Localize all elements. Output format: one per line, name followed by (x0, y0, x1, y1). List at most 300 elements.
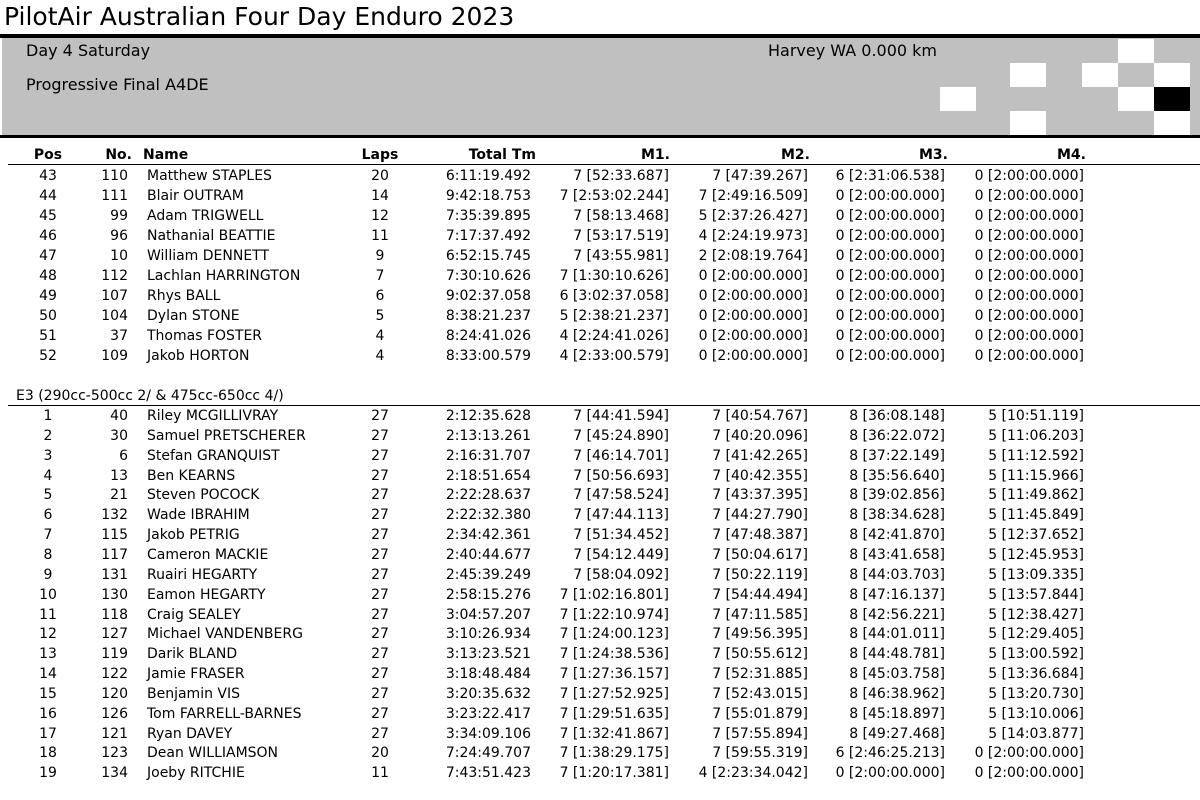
cell-pos: 1 (43, 408, 53, 424)
table-row (0, 764, 1200, 784)
table-row (0, 307, 1200, 327)
cell-m3: 0 [2:00:00.000] (835, 187, 945, 204)
location-label: Harvey WA 0.000 km (768, 41, 937, 60)
col-pos: Pos (33, 147, 63, 163)
cell-m4: 0 [2:00:00.000] (974, 247, 1084, 264)
cell-no: 115 (101, 527, 128, 544)
cell-no: 21 (110, 487, 128, 504)
cell-total: 6:52:15.745 (445, 247, 531, 264)
col-no: No. (105, 147, 132, 163)
cell-total: 3:18:48.484 (445, 666, 531, 683)
cell-m1: 7 [1:27:36.157] (559, 666, 669, 683)
cell-total: 2:22:28.637 (445, 487, 531, 504)
cell-no: 126 (101, 705, 128, 722)
cell-m3: 8 [45:18.897] (849, 705, 945, 722)
cell-m4: 5 [13:10.006] (988, 705, 1084, 722)
column-header-rule (8, 164, 1200, 165)
table-row (0, 347, 1200, 367)
cell-laps: 27 (371, 527, 389, 544)
cell-laps: 5 (375, 307, 385, 324)
cell-pos: 47 (39, 247, 57, 264)
cell-laps: 27 (371, 685, 389, 702)
cell-name: Ryan DAVEY (147, 725, 233, 742)
cell-m1: 7 [50:56.693] (573, 467, 669, 484)
cell-name: Jamie FRASER (147, 666, 245, 683)
cell-laps: 14 (371, 187, 389, 204)
cell-m4: 0 [2:00:00.000] (974, 307, 1084, 324)
table-row (0, 744, 1200, 764)
cell-m2: 7 [47:11.585] (712, 606, 808, 623)
cell-name: Michael VANDENBERG (147, 626, 303, 643)
cell-m1: 7 [1:24:00.123] (559, 626, 669, 643)
cell-m1: 7 [2:53:02.244] (559, 187, 669, 204)
cell-no: 120 (101, 685, 128, 702)
cell-pos: 46 (39, 227, 57, 244)
cell-m2: 7 [47:48.387] (712, 527, 808, 544)
col-m1: M1. (641, 147, 670, 163)
table-row (0, 586, 1200, 606)
cell-pos: 52 (39, 347, 57, 364)
cell-m2: 2 [2:08:19.764] (698, 247, 808, 264)
cell-total: 2:34:42.361 (445, 527, 531, 544)
cell-pos: 13 (39, 646, 57, 663)
cell-laps: 20 (371, 745, 389, 762)
cell-laps: 27 (371, 487, 389, 504)
cell-m1: 7 [1:29:51.635] (559, 705, 669, 722)
cell-m4: 5 [13:00.592] (988, 646, 1084, 663)
table-row (0, 287, 1200, 307)
table-row (0, 625, 1200, 645)
cell-laps: 20 (371, 168, 389, 184)
cell-m2: 7 [43:37.395] (712, 487, 808, 504)
col-m3: M3. (919, 147, 948, 163)
cell-m1: 7 [54:12.449] (573, 546, 669, 563)
header-band (2, 38, 1200, 136)
cell-m3: 0 [2:00:00.000] (835, 227, 945, 244)
table-row (0, 327, 1200, 347)
cell-total: 8:38:21.237 (445, 307, 531, 324)
cell-m4: 5 [11:06.203] (988, 427, 1084, 444)
cell-m4: 5 [13:36.684] (988, 666, 1084, 683)
cell-m3: 8 [49:27.468] (849, 725, 945, 742)
cell-m1: 7 [46:14.701] (573, 447, 669, 464)
cell-m4: 5 [12:29.405] (988, 626, 1084, 643)
cell-name: Nathanial BEATTIE (147, 227, 276, 244)
cell-m3: 8 [42:41.870] (849, 527, 945, 544)
cell-total: 2:45:39.249 (445, 566, 531, 583)
cell-no: 121 (101, 725, 128, 742)
cell-laps: 27 (371, 606, 389, 623)
cell-no: 10 (110, 247, 128, 264)
cell-m3: 8 [46:38.962] (849, 685, 945, 702)
cell-total: 3:04:57.207 (445, 606, 531, 623)
cell-laps: 11 (371, 765, 389, 782)
cell-pos: 18 (39, 745, 57, 762)
cell-name: Matthew STAPLES (147, 168, 272, 184)
cell-no: 111 (101, 187, 128, 204)
cell-no: 40 (110, 408, 128, 424)
table-row (0, 486, 1200, 506)
cell-no: 104 (101, 307, 128, 324)
table-row (0, 447, 1200, 467)
cell-total: 2:22:32.380 (445, 507, 531, 524)
cell-m4: 0 [2:00:00.000] (974, 287, 1084, 304)
cell-m3: 8 [45:03.758] (849, 666, 945, 683)
cell-total: 7:35:39.895 (445, 207, 531, 224)
header-bottom-rule (0, 135, 1200, 138)
cell-name: Tom FARRELL-BARNES (147, 705, 302, 722)
table-row (0, 227, 1200, 247)
cell-m1: 7 [1:20:17.381] (559, 765, 669, 782)
table-row (0, 407, 1200, 427)
day-label: Day 4 Saturday (26, 41, 151, 60)
cell-m4: 5 [13:20.730] (988, 685, 1084, 702)
cell-total: 2:58:15.276 (445, 586, 531, 603)
table-row (0, 167, 1200, 187)
section-title: E3 (290cc-500cc 2/ & 475cc-650cc 4/) (16, 388, 284, 404)
col-total: Total Tm (468, 147, 536, 163)
cell-m1: 7 [53:17.519] (573, 227, 669, 244)
cell-name: Wade IBRAHIM (147, 507, 250, 524)
cell-pos: 7 (43, 527, 53, 544)
cell-m1: 5 [2:38:21.237] (559, 307, 669, 324)
cell-m2: 7 [52:31.885] (712, 666, 808, 683)
cell-m2: 7 [57:55.894] (712, 725, 808, 742)
cell-name: Blair OUTRAM (147, 187, 244, 204)
cell-total: 3:13:23.521 (445, 646, 531, 663)
table-row (0, 546, 1200, 566)
cell-laps: 27 (371, 666, 389, 683)
cell-name: Joeby RITCHIE (147, 765, 245, 782)
col-m2: M2. (781, 147, 810, 163)
cell-total: 2:18:51.654 (445, 467, 531, 484)
cell-pos: 48 (39, 267, 57, 284)
cell-m2: 7 [55:01.879] (712, 705, 808, 722)
table-row (0, 645, 1200, 665)
cell-name: Rhys BALL (147, 287, 221, 304)
cell-laps: 27 (371, 546, 389, 563)
col-m4: M4. (1057, 147, 1086, 163)
cell-m2: 7 [40:42.355] (712, 467, 808, 484)
cell-name: Eamon HEGARTY (147, 586, 266, 603)
cell-no: 119 (101, 646, 128, 663)
cell-no: 112 (101, 267, 128, 284)
cell-m2: 0 [2:00:00.000] (698, 267, 808, 284)
cell-total: 9:42:18.753 (445, 187, 531, 204)
cell-m4: 5 [12:38.427] (988, 606, 1084, 623)
cell-m3: 8 [43:41.658] (849, 546, 945, 563)
cell-m4: 5 [11:12.592] (988, 447, 1084, 464)
table-row (0, 566, 1200, 586)
cell-m1: 7 [1:27:52.925] (559, 685, 669, 702)
table-row (0, 506, 1200, 526)
cell-m3: 8 [36:22.072] (849, 427, 945, 444)
cell-name: Darik BLAND (147, 646, 238, 663)
cell-laps: 9 (375, 247, 385, 264)
cell-total: 8:24:41.026 (445, 327, 531, 344)
cell-total: 2:40:44.677 (445, 546, 531, 563)
cell-m2: 7 [47:39.267] (712, 168, 808, 184)
cell-m4: 5 [12:45.953] (988, 546, 1084, 563)
cell-m2: 0 [2:00:00.000] (698, 327, 808, 344)
table-row (0, 247, 1200, 267)
cell-name: William DENNETT (147, 247, 270, 264)
cell-name: Craig SEALEY (147, 606, 241, 623)
cell-m1: 7 [51:34.452] (573, 527, 669, 544)
cell-m4: 0 [2:00:00.000] (974, 327, 1084, 344)
cell-m4: 0 [2:00:00.000] (974, 347, 1084, 364)
cell-pos: 6 (43, 507, 53, 524)
cell-m3: 0 [2:00:00.000] (835, 287, 945, 304)
cell-pos: 10 (39, 586, 57, 603)
cell-pos: 14 (39, 666, 57, 683)
cell-m2: 7 [54:44.494] (712, 586, 808, 603)
cell-laps: 11 (371, 227, 389, 244)
table-row (0, 606, 1200, 626)
table-row (0, 685, 1200, 705)
cell-m4: 5 [13:57.844] (988, 586, 1084, 603)
cell-m1: 7 [47:44.113] (573, 507, 669, 524)
cell-m2: 0 [2:00:00.000] (698, 307, 808, 324)
cell-pos: 45 (39, 207, 57, 224)
cell-name: Riley MCGILLIVRAY (147, 408, 279, 424)
cell-no: 131 (101, 566, 128, 583)
cell-m1: 7 [58:13.468] (573, 207, 669, 224)
cell-m3: 8 [47:16.137] (849, 586, 945, 603)
cell-pos: 15 (39, 685, 57, 702)
cell-name: Stefan GRANQUIST (147, 447, 280, 464)
cell-m4: 0 [2:00:00.000] (974, 227, 1084, 244)
cell-pos: 8 (43, 546, 53, 563)
cell-m1: 7 [1:32:41.867] (559, 725, 669, 742)
cell-total: 2:16:31.707 (445, 447, 531, 464)
cell-pos: 50 (39, 307, 57, 324)
page-title: PilotAir Australian Four Day Enduro 2023 (4, 2, 515, 31)
cell-total: 3:34:09.106 (445, 725, 531, 742)
cell-m2: 7 [49:56.395] (712, 626, 808, 643)
table-row (0, 725, 1200, 745)
cell-no: 130 (101, 586, 128, 603)
cell-m4: 0 [2:00:00.000] (974, 745, 1084, 762)
cell-m4: 5 [14:03.877] (988, 725, 1084, 742)
cell-m1: 7 [52:33.687] (573, 168, 669, 184)
cell-name: Ben KEARNS (147, 467, 236, 484)
table-row (0, 207, 1200, 227)
cell-pos: 19 (39, 765, 57, 782)
cell-total: 3:23:22.417 (445, 705, 531, 722)
cell-m3: 0 [2:00:00.000] (835, 347, 945, 364)
cell-total: 8:33:00.579 (445, 347, 531, 364)
cell-laps: 27 (371, 646, 389, 663)
cell-no: 118 (101, 606, 128, 623)
cell-m2: 7 [40:20.096] (712, 427, 808, 444)
cell-laps: 27 (371, 725, 389, 742)
cell-laps: 27 (371, 408, 389, 424)
cell-name: Dean WILLIAMSON (147, 745, 279, 762)
cell-no: 37 (110, 327, 128, 344)
cell-laps: 27 (371, 566, 389, 583)
cell-m1: 7 [1:38:29.175] (559, 745, 669, 762)
cell-laps: 12 (371, 207, 389, 224)
cell-m3: 8 [44:01.011] (849, 626, 945, 643)
cell-m3: 8 [44:03.703] (849, 566, 945, 583)
cell-m3: 0 [2:00:00.000] (835, 247, 945, 264)
cell-total: 7:24:49.707 (445, 745, 531, 762)
cell-m3: 8 [35:56.640] (849, 467, 945, 484)
cell-pos: 4 (43, 467, 53, 484)
cell-pos: 12 (39, 626, 57, 643)
cell-no: 96 (110, 227, 128, 244)
cell-pos: 2 (43, 427, 53, 444)
cell-total: 9:02:37.058 (445, 287, 531, 304)
cell-m1: 7 [1:24:38.536] (559, 646, 669, 663)
cell-no: 117 (101, 546, 128, 563)
cell-m2: 7 [44:27.790] (712, 507, 808, 524)
col-name: Name (143, 147, 189, 163)
cell-m2: 7 [2:49:16.509] (698, 187, 808, 204)
table-row (0, 267, 1200, 287)
cell-name: Ruairi HEGARTY (147, 566, 258, 583)
cell-pos: 43 (39, 168, 57, 184)
cell-total: 7:30:10.626 (445, 267, 531, 284)
cell-m1: 7 [45:24.890] (573, 427, 669, 444)
cell-pos: 49 (39, 287, 57, 304)
cell-m4: 5 [10:51.119] (988, 408, 1084, 424)
cell-pos: 3 (43, 447, 53, 464)
table-row (0, 467, 1200, 487)
cell-no: 110 (101, 168, 128, 184)
table-row (0, 705, 1200, 725)
cell-m2: 0 [2:00:00.000] (698, 347, 808, 364)
cell-m1: 4 [2:33:00.579] (559, 347, 669, 364)
cell-laps: 27 (371, 507, 389, 524)
cell-m3: 6 [2:46:25.213] (835, 745, 945, 762)
cell-total: 7:17:37.492 (445, 227, 531, 244)
cell-m2: 4 [2:24:19.973] (698, 227, 808, 244)
cell-laps: 4 (375, 347, 385, 364)
cell-m2: 7 [50:04.617] (712, 546, 808, 563)
cell-laps: 27 (371, 447, 389, 464)
cell-name: Cameron MACKIE (147, 546, 269, 563)
table-row (0, 187, 1200, 207)
cell-m2: 0 [2:00:00.000] (698, 287, 808, 304)
cell-m4: 0 [2:00:00.000] (974, 168, 1084, 184)
cell-pos: 11 (39, 606, 57, 623)
cell-m3: 8 [39:02.856] (849, 487, 945, 504)
column-headers (0, 146, 1200, 166)
cell-name: Thomas FOSTER (147, 327, 263, 344)
table-row (0, 427, 1200, 447)
cell-m4: 0 [2:00:00.000] (974, 267, 1084, 284)
section-rule (8, 405, 1200, 406)
cell-m3: 0 [2:00:00.000] (835, 327, 945, 344)
cell-name: Samuel PRETSCHERER (147, 427, 306, 444)
cell-m1: 7 [1:30:10.626] (559, 267, 669, 284)
cell-no: 132 (101, 507, 128, 524)
cell-m1: 7 [44:41.594] (573, 408, 669, 424)
cell-name: Lachlan HARRINGTON (147, 267, 301, 284)
cell-m1: 4 [2:24:41.026] (559, 327, 669, 344)
cell-pos: 17 (39, 725, 57, 742)
cell-laps: 7 (375, 267, 385, 284)
cell-name: Dylan STONE (147, 307, 240, 324)
cell-no: 134 (101, 765, 128, 782)
cell-laps: 6 (375, 287, 385, 304)
cell-no: 99 (110, 207, 128, 224)
cell-m4: 5 [11:15.966] (988, 467, 1084, 484)
cell-m2: 4 [2:23:34.042] (698, 765, 808, 782)
cell-m1: 7 [47:58.524] (573, 487, 669, 504)
cell-m2: 7 [59:55.319] (712, 745, 808, 762)
cell-pos: 9 (43, 566, 53, 583)
cell-no: 109 (101, 347, 128, 364)
cell-m2: 7 [50:55.612] (712, 646, 808, 663)
cell-m3: 8 [37:22.149] (849, 447, 945, 464)
cell-m4: 5 [13:09.335] (988, 566, 1084, 583)
cell-total: 7:43:51.423 (445, 765, 531, 782)
cell-m4: 5 [12:37.652] (988, 527, 1084, 544)
cell-m3: 8 [42:56.221] (849, 606, 945, 623)
cell-total: 3:10:26.934 (445, 626, 531, 643)
cell-pos: 5 (43, 487, 53, 504)
cell-m1: 7 [58:04.092] (573, 566, 669, 583)
cell-m4: 5 [11:49.862] (988, 487, 1084, 504)
cell-m1: 7 [1:22:10.974] (559, 606, 669, 623)
cell-m2: 7 [52:43.015] (712, 685, 808, 702)
cell-laps: 27 (371, 586, 389, 603)
cell-no: 122 (101, 666, 128, 683)
cell-no: 6 (119, 447, 128, 464)
cell-total: 6:11:19.492 (445, 168, 531, 184)
cell-laps: 27 (371, 467, 389, 484)
cell-total: 2:13:13.261 (445, 427, 531, 444)
cell-m3: 0 [2:00:00.000] (835, 207, 945, 224)
cell-no: 30 (110, 427, 128, 444)
cell-m2: 7 [50:22.119] (712, 566, 808, 583)
cell-m1: 7 [1:02:16.801] (559, 586, 669, 603)
cell-m3: 0 [2:00:00.000] (835, 765, 945, 782)
cell-total: 3:20:35.632 (445, 685, 531, 702)
cell-name: Steven POCOCK (147, 487, 260, 504)
cell-m3: 8 [38:34.628] (849, 507, 945, 524)
table-row (0, 526, 1200, 546)
cell-laps: 27 (371, 427, 389, 444)
cell-name: Jakob HORTON (147, 347, 250, 364)
subtitle-label: Progressive Final A4DE (26, 75, 209, 94)
cell-no: 123 (101, 745, 128, 762)
cell-pos: 16 (39, 705, 57, 722)
cell-laps: 27 (371, 626, 389, 643)
cell-m2: 7 [40:54.767] (712, 408, 808, 424)
cell-m1: 7 [43:55.981] (573, 247, 669, 264)
cell-m3: 0 [2:00:00.000] (835, 267, 945, 284)
cell-pos: 44 (39, 187, 57, 204)
cell-name: Jakob PETRIG (147, 527, 240, 544)
cell-m3: 8 [44:48.781] (849, 646, 945, 663)
cell-m2: 5 [2:37:26.427] (698, 207, 808, 224)
cell-pos: 51 (39, 327, 57, 344)
cell-m4: 0 [2:00:00.000] (974, 187, 1084, 204)
cell-m4: 5 [11:45.849] (988, 507, 1084, 524)
table-row (0, 665, 1200, 685)
cell-no: 127 (101, 626, 128, 643)
cell-m4: 0 [2:00:00.000] (974, 765, 1084, 782)
cell-name: Adam TRIGWELL (147, 207, 264, 224)
col-laps: Laps (361, 147, 399, 163)
cell-laps: 4 (375, 327, 385, 344)
cell-m4: 0 [2:00:00.000] (974, 207, 1084, 224)
cell-m1: 6 [3:02:37.058] (559, 287, 669, 304)
